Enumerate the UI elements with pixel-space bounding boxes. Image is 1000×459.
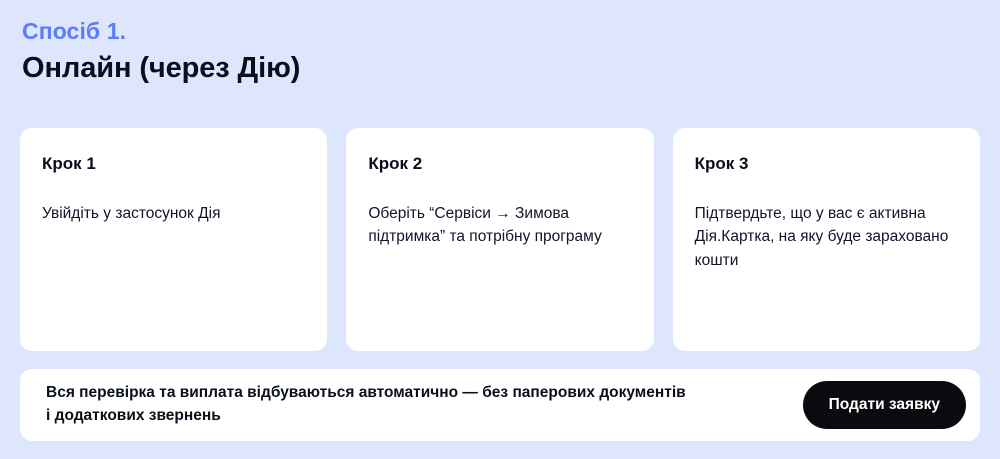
section-eyebrow: Спосіб 1. <box>22 18 127 44</box>
step-text: Підтвердьте, що у вас є активна Дія.Картка, на яку буде зараховано кошти <box>694 205 949 269</box>
page-title: Онлайн (через Дію) <box>22 51 301 84</box>
step-card-1 <box>20 128 327 351</box>
step-text: Увійдіть у застосунок Дія <box>42 205 221 223</box>
step-label: Крок 3 <box>694 153 749 173</box>
step-text: Оберіть “Сервіси → Зимова підтримка” та потрібну програму <box>368 205 602 246</box>
step-label: Крок 1 <box>42 153 96 173</box>
steps-list <box>20 128 980 351</box>
step-label: Крок 2 <box>368 153 423 173</box>
submit-application-button[interactable]: Подати заявку <box>803 381 966 429</box>
footer-note: Вся перевірка та виплата відбуваються автоматично — без паперових документів і додаткових звернень <box>46 384 686 424</box>
step-card-3 <box>673 128 980 351</box>
step-card-2 <box>346 128 653 351</box>
footer-bar <box>20 369 980 441</box>
